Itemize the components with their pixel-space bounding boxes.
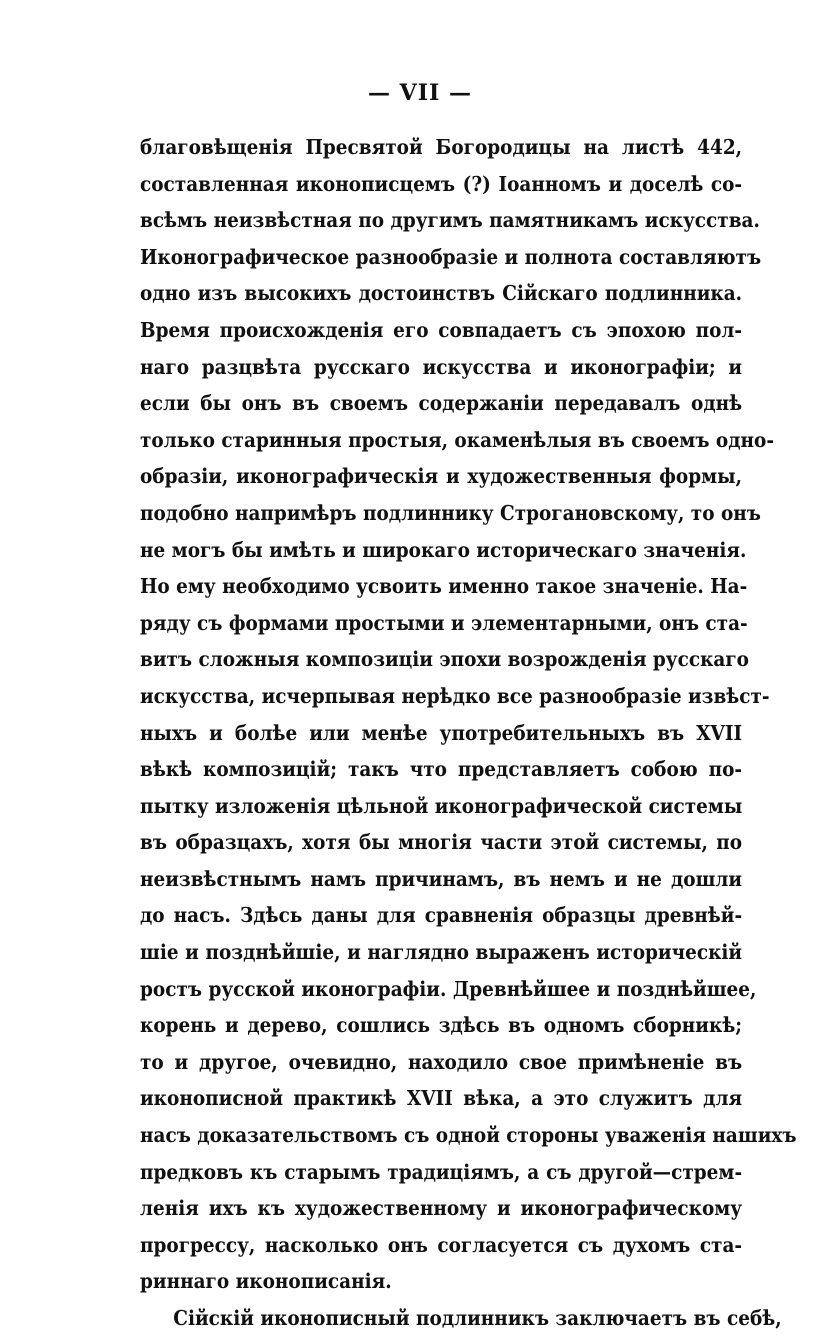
text-line: пытку изложенія цѣльной иконографической системы	[140, 793, 743, 818]
text-line-paragraph-start: Сійскій иконописный подлинникъ заключаетъ въ себѣ,	[173, 1306, 782, 1330]
text-line: если бы онъ въ своемъ содержаніи передавалъ однѣ	[140, 391, 743, 416]
text-line: Но ему необходимо усвоить именно такое значеніе. На-	[140, 574, 748, 599]
text-line: ростъ русской иконографіи. Древнѣйшее и позднѣйшее,	[140, 976, 757, 1001]
text-line-paragraph-end: риннаго иконописанія.	[140, 1269, 392, 1294]
text-line: Время происхожденія его совпадаетъ съ эпохою пол-	[140, 317, 743, 342]
text-line: предковъ къ старымъ традиціямъ, а съ другой—стрем-	[140, 1159, 743, 1184]
text-line: образіи, иконографическія и художественныя формы,	[140, 464, 743, 489]
text-line: неизвѣстнымъ намъ причинамъ, въ немъ и не дошли	[140, 866, 743, 891]
text-line: корень и дерево, сошлись здѣсь въ одномъ сборникѣ;	[140, 1013, 743, 1038]
text-line: не могъ бы имѣть и широкаго историческаго значенія.	[140, 537, 747, 562]
text-line: ленія ихъ къ художественному и иконографическому	[140, 1196, 743, 1221]
text-line: всѣмъ неизвѣстная по другимъ памятникамъ искусства.	[140, 208, 760, 233]
text-line: одно изъ высокихъ достоинствъ Сійскаго подлинника.	[140, 281, 743, 306]
text-line: витъ сложныя композиціи эпохи возрожденія русскаго	[140, 647, 749, 672]
text-line: шіе и позднѣйшіе, и наглядно выраженъ историческій	[140, 940, 743, 965]
text-line: благовѣщенія Пресвятой Богородицы на листѣ 442,	[140, 135, 743, 159]
text-line: ныхъ и болѣе или менѣе употребительныхъ въ XVII	[140, 720, 743, 745]
text-line: наго разцвѣта русскаго искусства и иконографіи; и	[140, 354, 743, 379]
text-line: вѣкѣ композицій; такъ что представляетъ собою по-	[140, 757, 743, 782]
text-line: составленная иконописцемъ (?) Іоанномъ и доселѣ со-	[140, 171, 743, 196]
text-line: Иконографическое разнообразіе и полнота составляютъ	[140, 244, 762, 269]
text-line: ряду съ формами простыми и элементарными, онъ ста-	[140, 610, 748, 635]
text-line: насъ доказательствомъ съ одной стороны уваженія нашихъ	[140, 1123, 797, 1148]
page-number: — VII —	[368, 80, 472, 106]
text-line: только старинныя простыя, окаменѣлыя въ своемъ одно-	[140, 427, 774, 452]
text-line: въ образцахъ, хотя бы многія части этой системы, по	[140, 830, 743, 855]
text-line: прогрессу, насколько онъ согласуется съ духомъ ста-	[140, 1232, 743, 1257]
text-line: искусства, исчерпывая нерѣдко все разнообразіе извѣст-	[140, 683, 770, 708]
text-line: то и другое, очевидно, находило свое примѣненіе въ	[140, 1049, 743, 1074]
text-line: подобно напримѣръ подлиннику Строгановскому, то онъ	[140, 500, 761, 525]
text-line: до насъ. Здѣсь даны для сравненія образцы древнѣй-	[140, 903, 743, 928]
body-text	[140, 129, 797, 1337]
text-line: иконописной практикѣ XVII вѣка, а это служитъ для	[140, 1086, 743, 1111]
